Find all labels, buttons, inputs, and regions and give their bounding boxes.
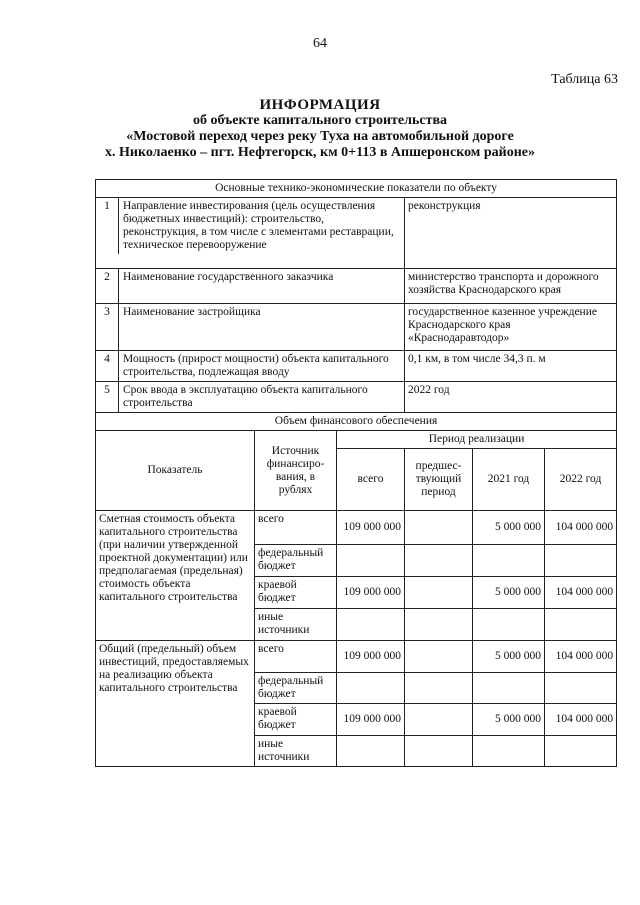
indicator-number: 5 (96, 382, 119, 412)
value-2022: 104 000 000 (545, 577, 617, 609)
financing-source: федеральный бюджет (255, 673, 337, 704)
indicator-name: Наименование государственного заказчика (123, 271, 334, 283)
section-title-indicators: Основные технико-экономические показатели по объекту (96, 180, 617, 198)
value-2021 (473, 545, 545, 577)
value-total: 109 000 000 (337, 511, 405, 545)
financing-row (96, 511, 617, 545)
indicators-section (96, 180, 617, 431)
value-total: 109 000 000 (337, 704, 405, 736)
value-previous (405, 545, 473, 577)
indicator-row (96, 269, 617, 304)
indicator-row (96, 304, 617, 351)
indicator-name: Наименование застройщика (123, 306, 261, 318)
value-previous (405, 641, 473, 673)
column-header-2021: 2021 год (473, 449, 545, 511)
page-number: 64 (313, 36, 327, 51)
indicator-row (96, 198, 617, 269)
indicator-name: Срок ввода в эксплуатацию объекта капитального строительства (123, 384, 368, 409)
value-total (337, 736, 405, 767)
financing-source: всего (255, 641, 337, 673)
value-2021: 5 000 000 (473, 641, 545, 673)
column-header-source: Источник финансиро-вания, в рублях (255, 431, 337, 511)
value-total: 109 000 000 (337, 641, 405, 673)
value-total (337, 545, 405, 577)
indicator-name: Мощность (прирост мощности) объекта капитального строительства, подлежащая вводу (123, 353, 389, 378)
indicator-row (96, 382, 617, 413)
value-2021 (473, 673, 545, 704)
heading-object-name: «Мостовой переход через реку Туха на автомобильной дороге (126, 129, 514, 144)
indicator-number: 1 (96, 198, 119, 254)
indicator-value: государственное казенное учреждение Краснодарского края «Краснодаравтодор» (405, 304, 617, 351)
financing-source: иные источники (255, 609, 337, 641)
value-2021: 5 000 000 (473, 511, 545, 545)
value-previous (405, 704, 473, 736)
value-total: 109 000 000 (337, 577, 405, 609)
value-2021: 5 000 000 (473, 704, 545, 736)
object-info-table (95, 179, 616, 767)
document-heading (0, 97, 640, 161)
value-2022 (545, 673, 617, 704)
value-previous (405, 673, 473, 704)
indicator-value: 2022 год (405, 382, 617, 413)
financing-source: иные источники (255, 736, 337, 767)
value-previous (405, 736, 473, 767)
heading-object-location: х. Николаенко – пгт. Нефтегорск, км 0+113 в Апшеронском районе» (105, 145, 535, 160)
column-header-period: Период реализации (337, 431, 617, 449)
heading-subtitle: об объекте капитального строительства (192, 113, 448, 128)
column-header-indicator: Показатель (96, 431, 255, 511)
financing-group-label: Сметная стоимость объекта капитального строительства (при наличии утвержденной проектной документации) или предполагаемая (предельная) стоимость объекта капитального строительства (96, 511, 255, 641)
financing-source: всего (255, 511, 337, 545)
indicator-name: Направление инвестирования (цель осуществления бюджетных инвестиций): строительство, реконструкция, в том числе с элементами реставрации, техническое перевооружение (123, 200, 394, 251)
value-previous (405, 577, 473, 609)
value-2022 (545, 545, 617, 577)
column-header-previous: предшес-твующий период (405, 449, 473, 511)
column-header-2022: 2022 год (545, 449, 617, 511)
value-2022 (545, 736, 617, 767)
indicator-number: 4 (96, 351, 119, 381)
financing-source: краевой бюджет (255, 704, 337, 736)
value-total (337, 609, 405, 641)
value-2021: 5 000 000 (473, 577, 545, 609)
table-label: Таблица 63 (551, 72, 618, 87)
financing-source: федеральный бюджет (255, 545, 337, 577)
indicator-number: 2 (96, 269, 119, 303)
value-2021 (473, 609, 545, 641)
value-2022 (545, 609, 617, 641)
section-title-financing: Объем финансового обеспечения (96, 413, 617, 431)
value-2022: 104 000 000 (545, 641, 617, 673)
value-previous (405, 609, 473, 641)
value-2022: 104 000 000 (545, 511, 617, 545)
indicator-value: реконструкция (405, 198, 617, 269)
value-total (337, 673, 405, 704)
financing-row (96, 641, 617, 673)
financing-source: краевой бюджет (255, 577, 337, 609)
value-previous (405, 511, 473, 545)
financing-section (96, 431, 617, 767)
value-2021 (473, 736, 545, 767)
financing-group-label: Общий (предельный) объем инвестиций, предоставляемых на реализацию объекта капитального строительства (96, 641, 255, 767)
indicator-number: 3 (96, 304, 119, 350)
indicator-value: министерство транспорта и дорожного хозяйства Краснодарского края (405, 269, 617, 304)
column-header-total: всего (337, 449, 405, 511)
heading-title: ИНФОРМАЦИЯ (259, 97, 381, 113)
indicator-value: 0,1 км, в том числе 34,3 п. м (405, 351, 617, 382)
indicator-row (96, 351, 617, 382)
value-2022: 104 000 000 (545, 704, 617, 736)
